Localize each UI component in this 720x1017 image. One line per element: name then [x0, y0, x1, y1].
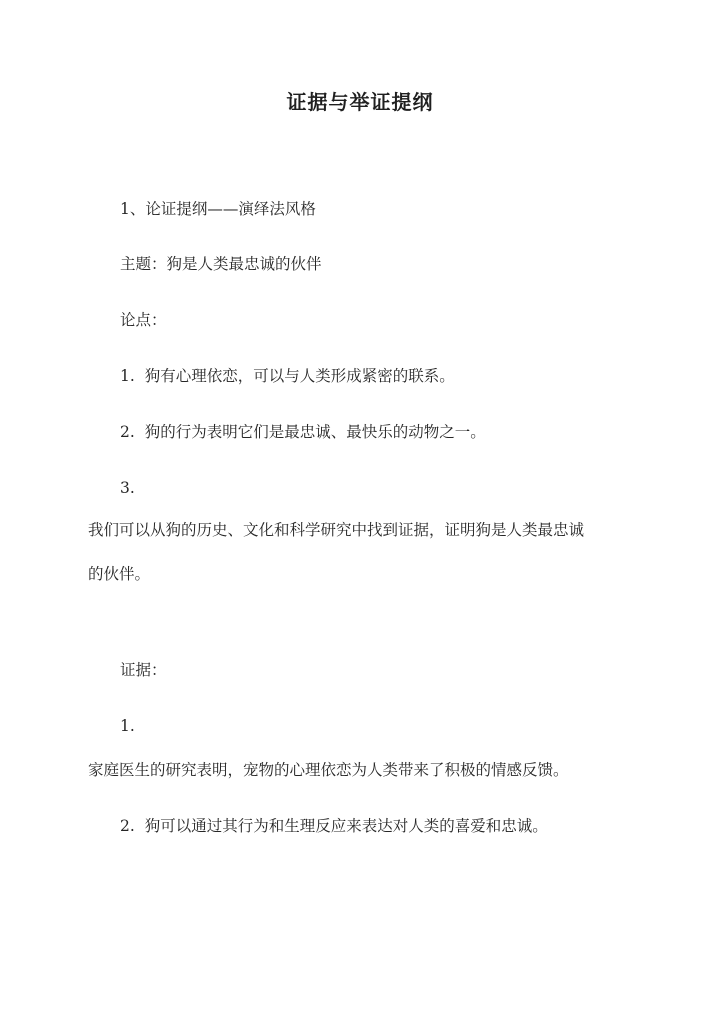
topic-line: 主题：狗是人类最忠诚的伙伴 [120, 255, 322, 273]
argument-number-3: 3. [120, 479, 135, 497]
argument-text-2: 狗的行为表明它们是最忠诚、最快乐的动物之一。 [144, 423, 486, 441]
evidence-label: 证据： [120, 661, 167, 679]
argument-text-1: 狗有心理依恋，可以与人类形成紧密的联系。 [144, 367, 455, 385]
evidence-number-2: 2. [120, 817, 135, 835]
argument-item-2 [120, 421, 486, 443]
argument-3-text-line-1: 我们可以从狗的历史、文化和科学研究中找到证据，证明狗是人类最忠诚 [88, 521, 585, 539]
argument-item-1 [120, 365, 455, 387]
argument-number-1: 1. [120, 367, 135, 385]
evidence-1-text: 家庭医生的研究表明，宠物的心理依恋为人类带来了积极的情感反馈。 [88, 761, 569, 779]
evidence-item-1 [120, 715, 145, 737]
evidence-number-1: 1. [120, 717, 135, 735]
argument-item-3 [120, 477, 145, 499]
section-heading: 1、论证提纲——演绎法风格 [120, 200, 316, 218]
argument-3-text-line-2: 的伙伴。 [88, 565, 151, 583]
arguments-label: 论点： [120, 311, 167, 329]
argument-number-2: 2. [120, 423, 135, 441]
evidence-item-2 [120, 815, 548, 837]
document-title: 证据与举证提纲 [286, 90, 434, 114]
evidence-text-2: 狗可以通过其行为和生理反应来表达对人类的喜爱和忠诚。 [144, 817, 548, 835]
